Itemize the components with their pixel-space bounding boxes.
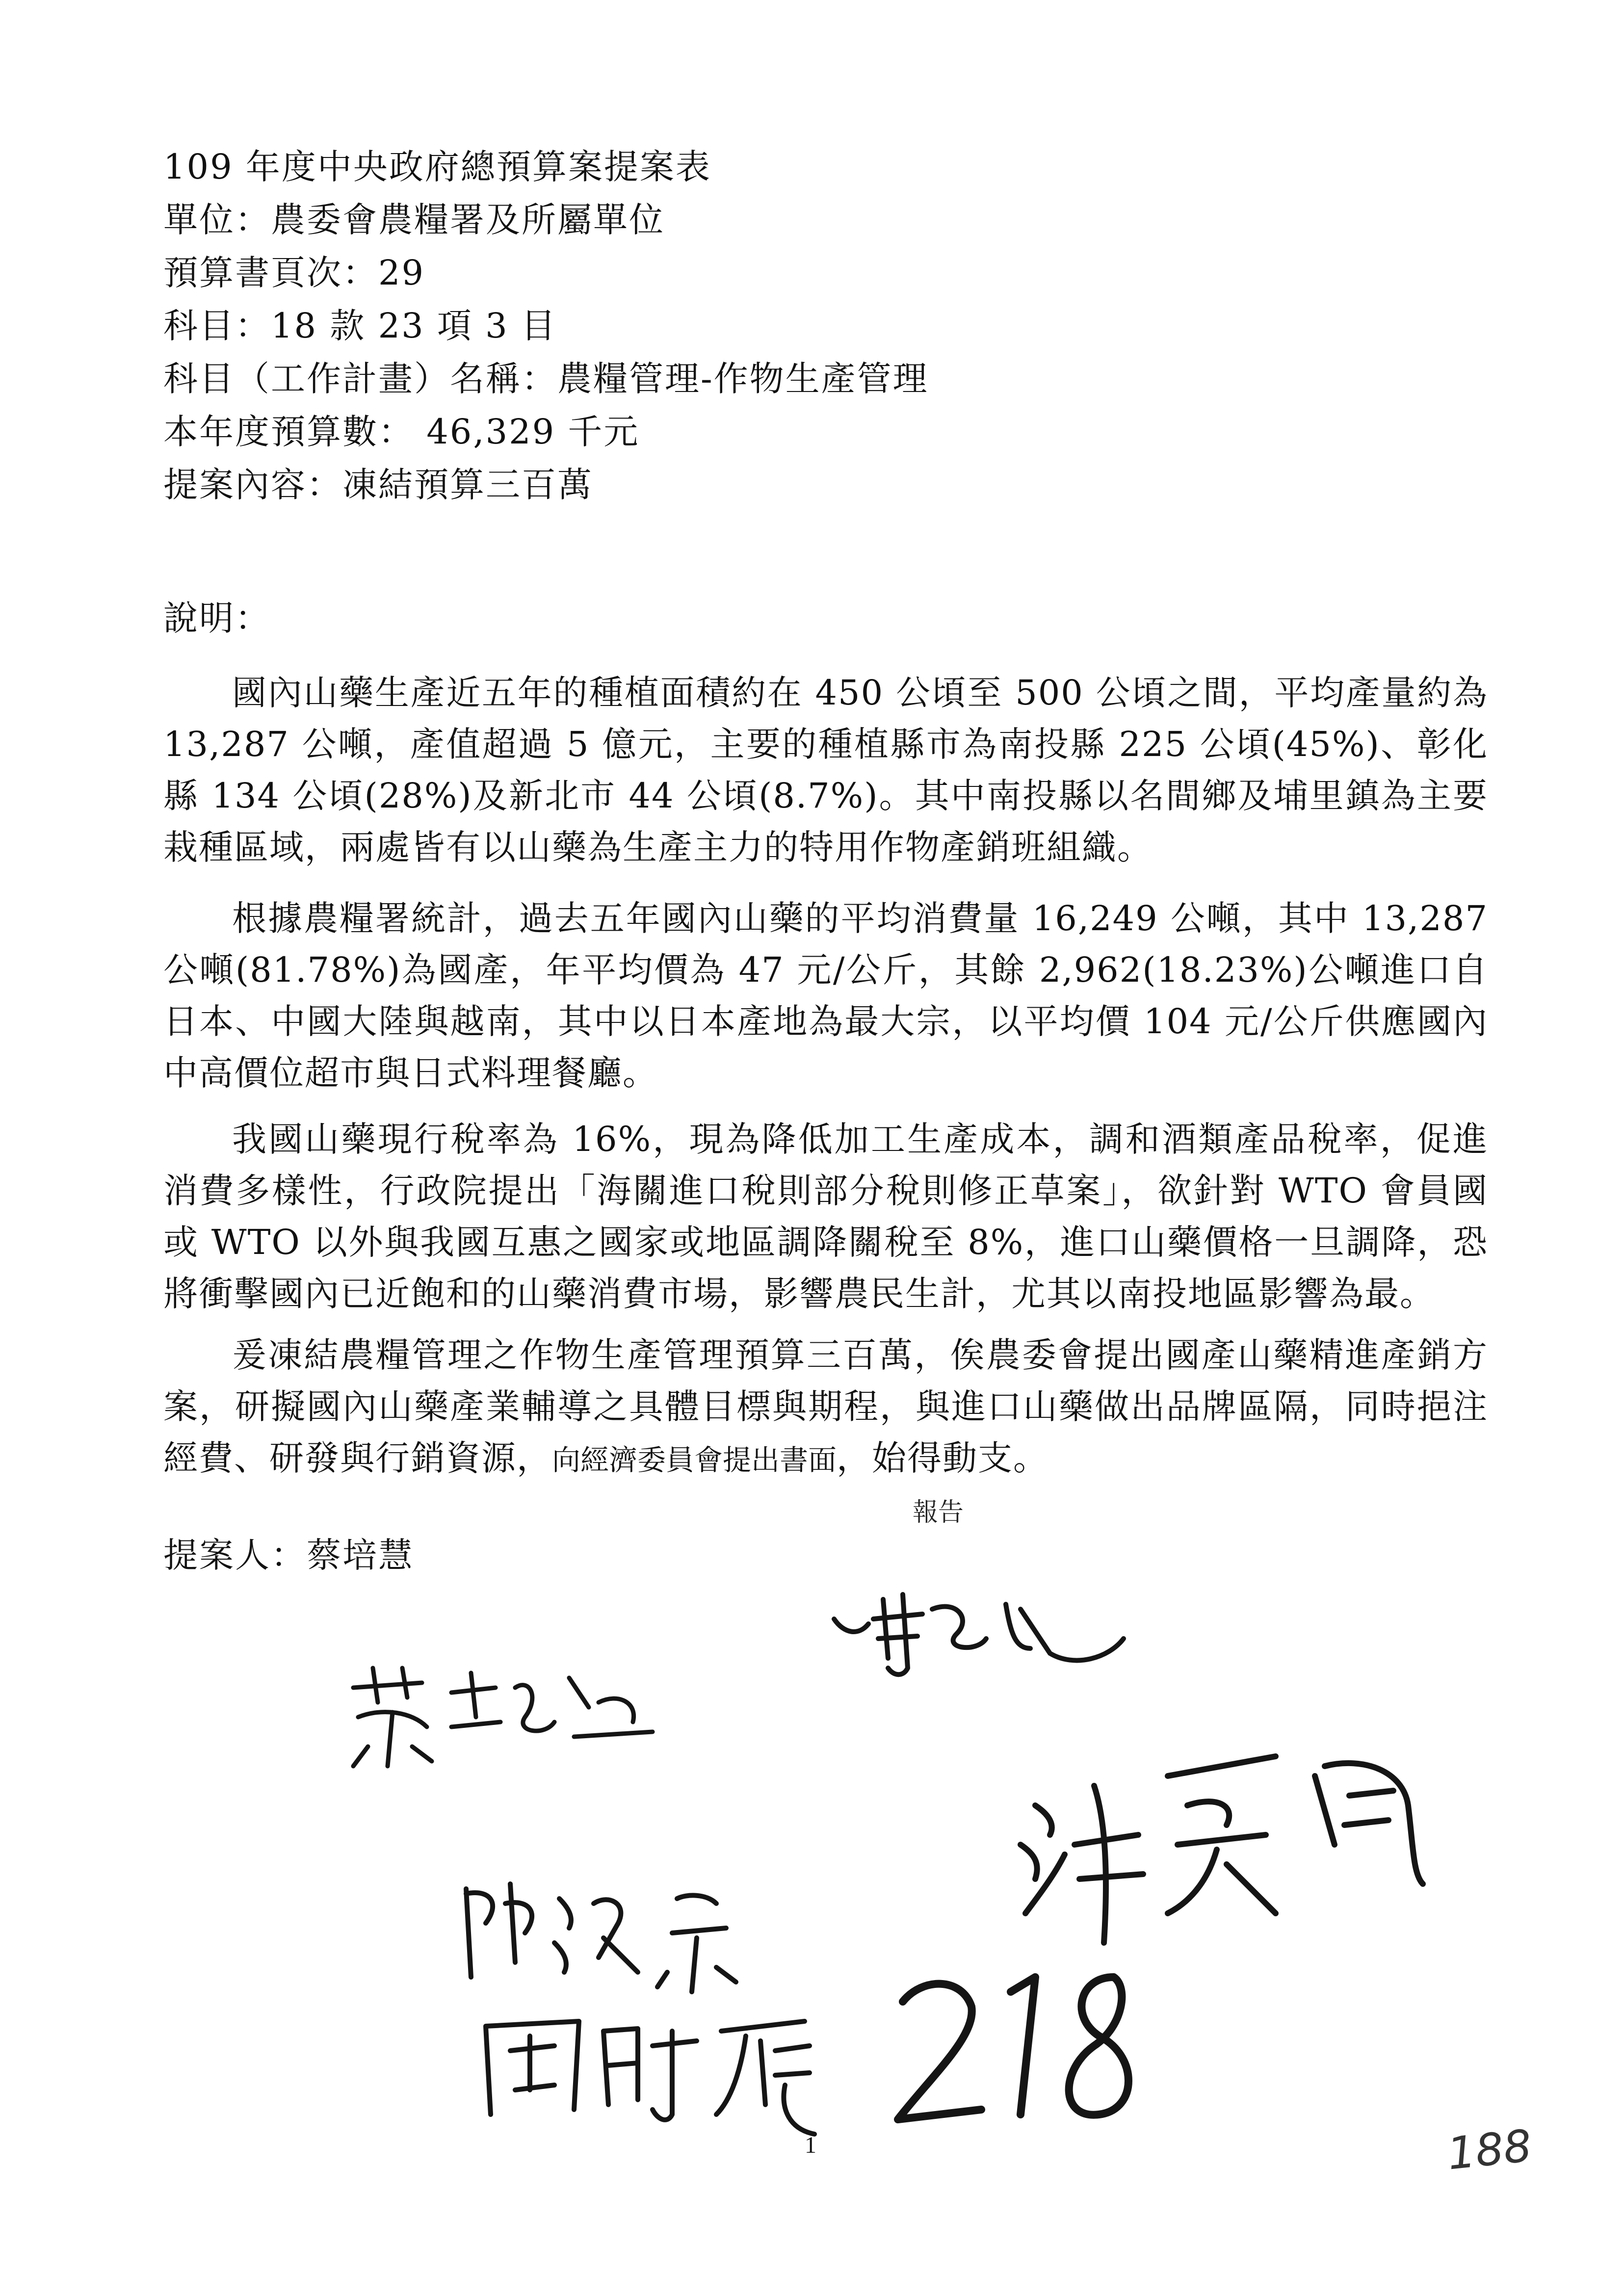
signature-left — [353, 1668, 653, 1766]
subject-line: 科目：18 款 23 項 3 目 — [163, 306, 557, 346]
signature-top-right — [834, 1594, 1124, 1674]
final-paragraph-end: ，始得動支。 — [837, 1438, 1049, 1478]
explanation-label: 說明： — [163, 598, 271, 638]
explanation-paragraph-2: 根據農糧署統計，過去五年國內山藥的平均消費量 16,249 公噸，其中 13,287 公噸(81.78%)為國產，年平均價為 47 元/公斤，其餘 2,962(18.23%)公噸進口自日本、中國大陸與越南，其中以日本產地為最大宗，以平均價 104 元/公斤供應國內中高價位超市與日式料理餐廳。 — [163, 898, 1488, 1093]
proposal-content-line: 提案內容：凍結預算三百萬 — [163, 465, 593, 505]
page-number: 1 — [805, 2132, 816, 2158]
handwritten-insert: 向經濟委員會提出書面 — [552, 1443, 837, 1477]
signature-bottom-left — [486, 2021, 814, 2134]
page-ref-line: 預算書頁次：29 — [163, 253, 425, 293]
proposal-title: 109 年度中央政府總預算案提案表 — [163, 147, 711, 187]
unit-line: 單位：農委會農糧署及所屬單位 — [163, 200, 665, 240]
signature-middle-left — [466, 1884, 736, 1992]
subject-name-line: 科目（工作計畫）名稱：農糧管理-作物生產管理 — [163, 359, 929, 399]
explanation-paragraph-1: 國內山藥生產近五年的種植面積約在 450 公頃至 500 公頃之間，平均產量約為 13,287 公噸，產值超過 5 億元，主要的種植縣市為南投縣 225 公頃(45%)、彰化縣 134 公頃(28%)及新北市 44 公頃(8.7%)。其中南投縣以名間鄉及埔里鎮為主要栽種區域，兩處皆有以山藥為生產主力的特用作物產銷班組織。 — [163, 673, 1488, 867]
explanation-paragraph-3: 我國山藥現行稅率為 16%，現為降低加工生產成本，調和酒類產品稅率，促進消費多樣性，行政院提出「海關進口稅則部分稅則修正草案」，欲針對 WTO 會員國或 WTO 以外與我國互惠之國家或地區調降關稅至 8%，進口山藥價格一旦調降，恐將衝擊國內已近飽和的山藥消費市場，影響農民生計，尤其以南投地區影響為最。 — [163, 1119, 1488, 1314]
budget-line: 本年度預算數： 46,329 千元 — [163, 412, 640, 452]
final-paragraph-typed: 爰凍結農糧管理之作物生產管理預算三百萬，俟農委會提出國產山藥精進產銷方案，研擬國內山藥產業輔導之具體目標與期程，與進口山藥做出品牌區隔，同時挹注經費、研發與行銷資源， — [163, 1335, 1488, 1478]
proposer-line: 提案人：蔡培慧 — [163, 1535, 414, 1575]
handwritten-caret-note: 報告 — [913, 1498, 964, 1527]
signature-right-large — [1021, 1756, 1423, 1943]
corner-number: 188 — [1444, 2120, 1534, 2180]
stamp-number-218-strokes — [898, 1977, 1128, 2119]
